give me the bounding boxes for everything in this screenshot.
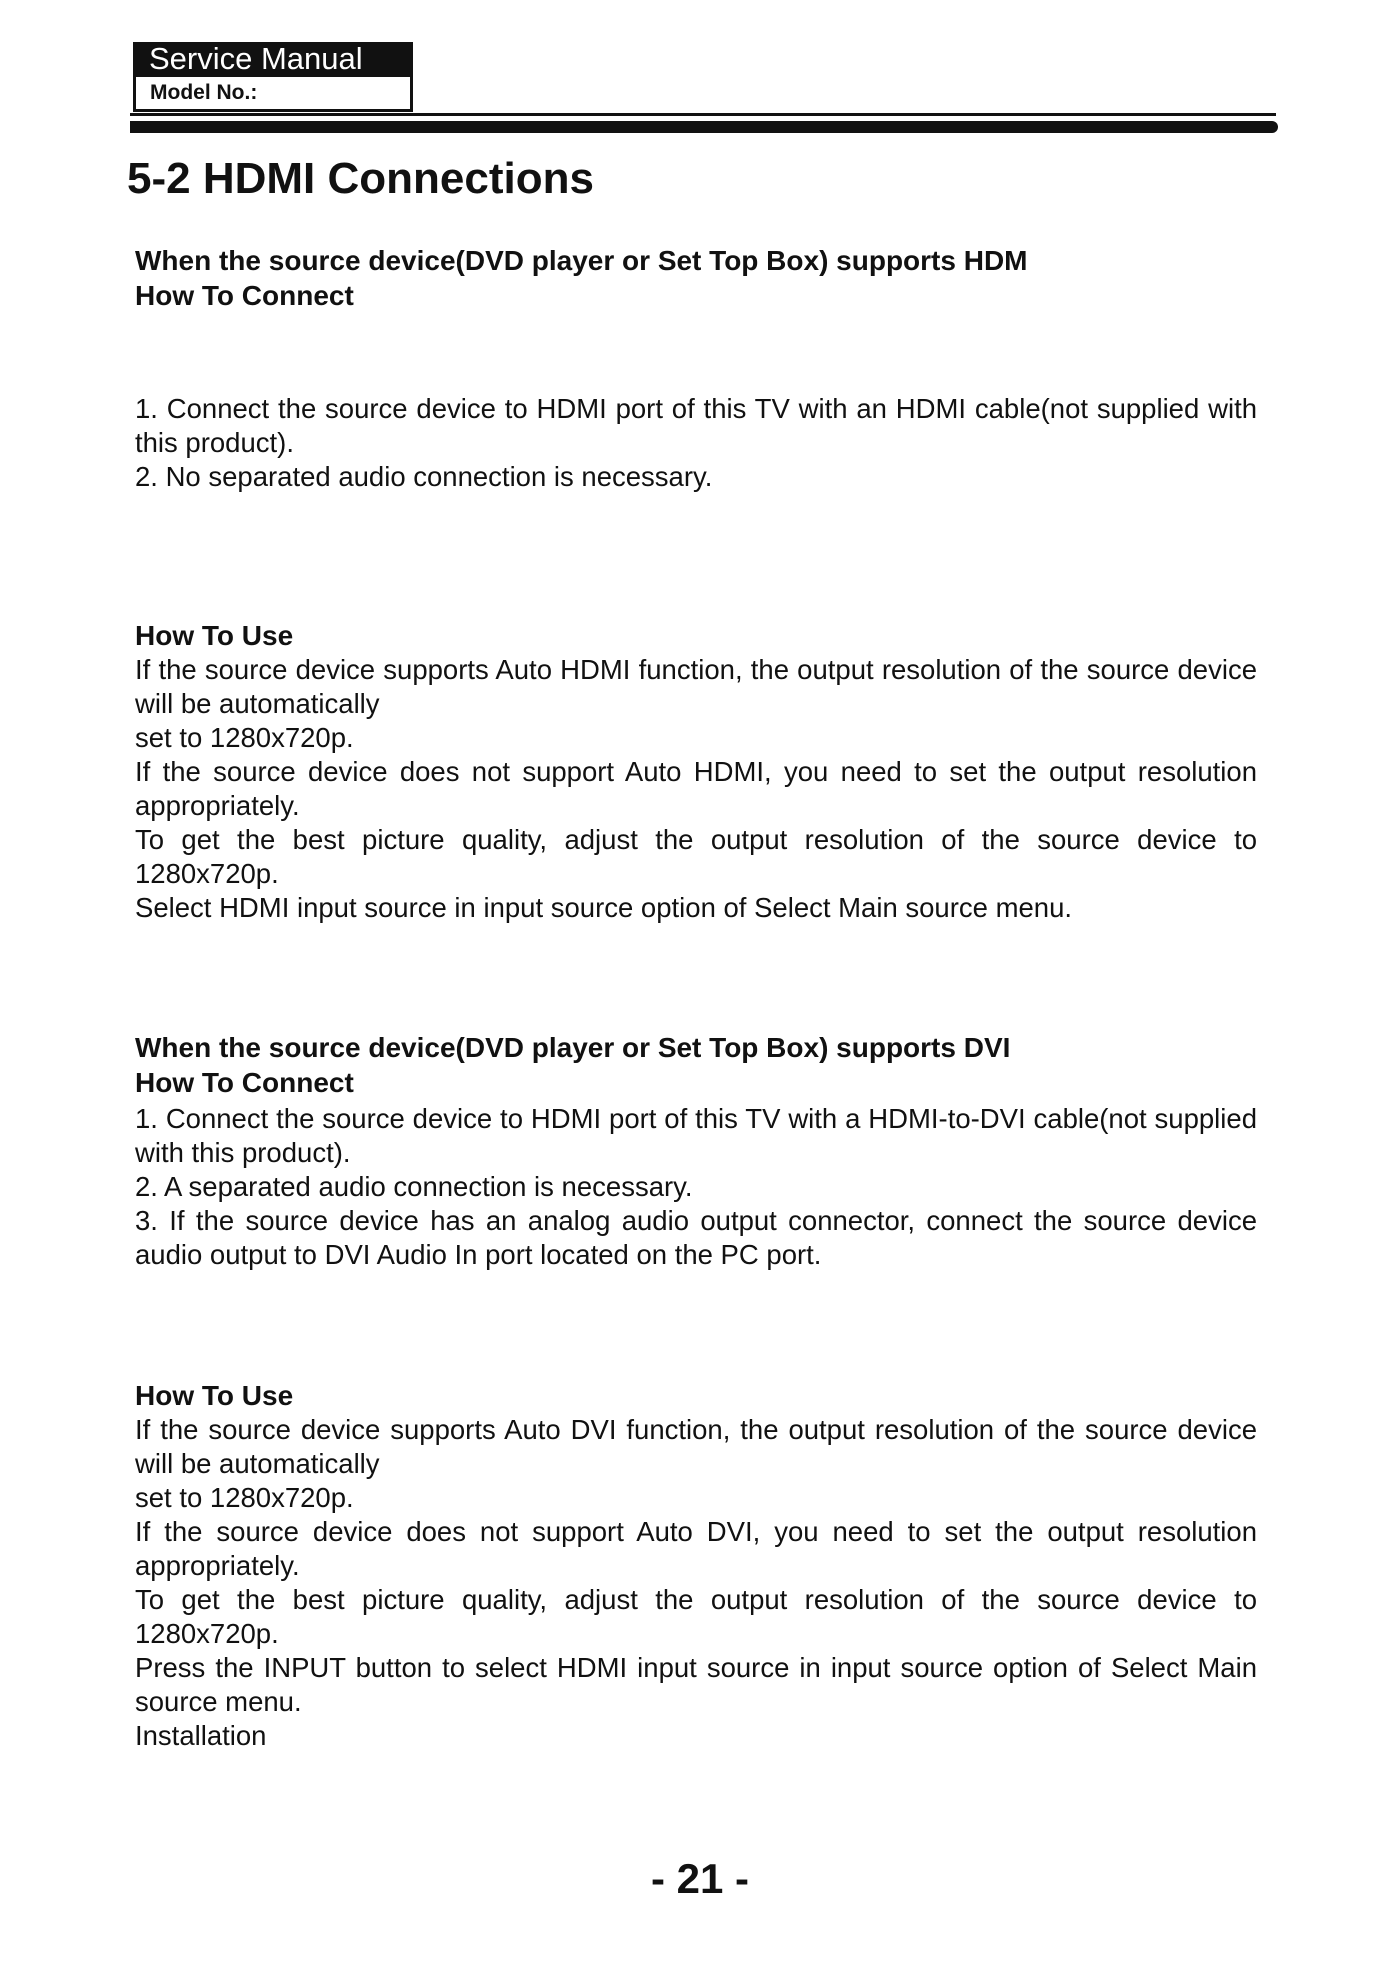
- page-title: 5-2 HDMI Connections: [127, 154, 594, 203]
- section-dvi-heading: When the source device(DVD player or Set Top Box) supports DVI: [135, 1032, 1011, 1063]
- header-rule-thin: [130, 113, 1276, 116]
- section-hdmi-use-body: [135, 653, 1257, 925]
- header-rule-thick: [130, 121, 1278, 133]
- step-item: 3. If the source device has an analog audio output connector, connect the source device audio output to DVI Audio In port located on the PC port.: [135, 1205, 1257, 1270]
- body-line: Installation: [135, 1720, 267, 1751]
- section-dvi-use-body: [135, 1413, 1257, 1753]
- step-item: 2. A separated audio connection is necessary.: [135, 1171, 693, 1202]
- page-number: - 21 -: [650, 1855, 750, 1902]
- body-line: set to 1280x720p.: [135, 722, 354, 753]
- section-hdmi-heading: When the source device(DVD player or Set Top Box) supports HDM: [135, 245, 1028, 276]
- section-dvi-connect-steps: [135, 1102, 1257, 1272]
- body-line: If the source device supports Auto HDMI function, the output resolution of the source device will be automatically: [135, 654, 1257, 719]
- body-line: If the source device does not support Auto HDMI, you need to set the output resolution appropriately.: [135, 756, 1257, 821]
- section-hdmi-connect-heading: How To Connect: [135, 280, 354, 311]
- service-manual-label: Service Manual: [133, 42, 413, 75]
- section-hdmi-use-heading: How To Use: [135, 620, 294, 651]
- step-item: 1. Connect the source device to HDMI port of this TV with an HDMI cable(not supplied with this product).: [135, 393, 1257, 458]
- body-line: Press the INPUT button to select HDMI input source in input source option of Select Main source menu.: [135, 1652, 1257, 1717]
- body-line: If the source device supports Auto DVI function, the output resolution of the source device will be automatically: [135, 1414, 1257, 1479]
- model-number-label: Model No.:: [133, 74, 413, 112]
- section-hdmi-connect-steps: [135, 392, 1257, 494]
- step-item: 1. Connect the source device to HDMI port of this TV with a HDMI-to-DVI cable(not supplied with this product).: [135, 1103, 1257, 1168]
- step-item: 2. No separated audio connection is necessary.: [135, 461, 713, 492]
- body-line: set to 1280x720p.: [135, 1482, 354, 1513]
- body-line: To get the best picture quality, adjust the output resolution of the source device to 1280x720p.: [135, 1584, 1257, 1649]
- body-line: To get the best picture quality, adjust the output resolution of the source device to 1280x720p.: [135, 824, 1257, 889]
- section-dvi-use-heading: How To Use: [135, 1380, 294, 1411]
- body-line: If the source device does not support Auto DVI, you need to set the output resolution appropriately.: [135, 1516, 1257, 1581]
- body-line: Select HDMI input source in input source option of Select Main source menu.: [135, 892, 1073, 923]
- section-dvi-connect-heading: How To Connect: [135, 1067, 354, 1098]
